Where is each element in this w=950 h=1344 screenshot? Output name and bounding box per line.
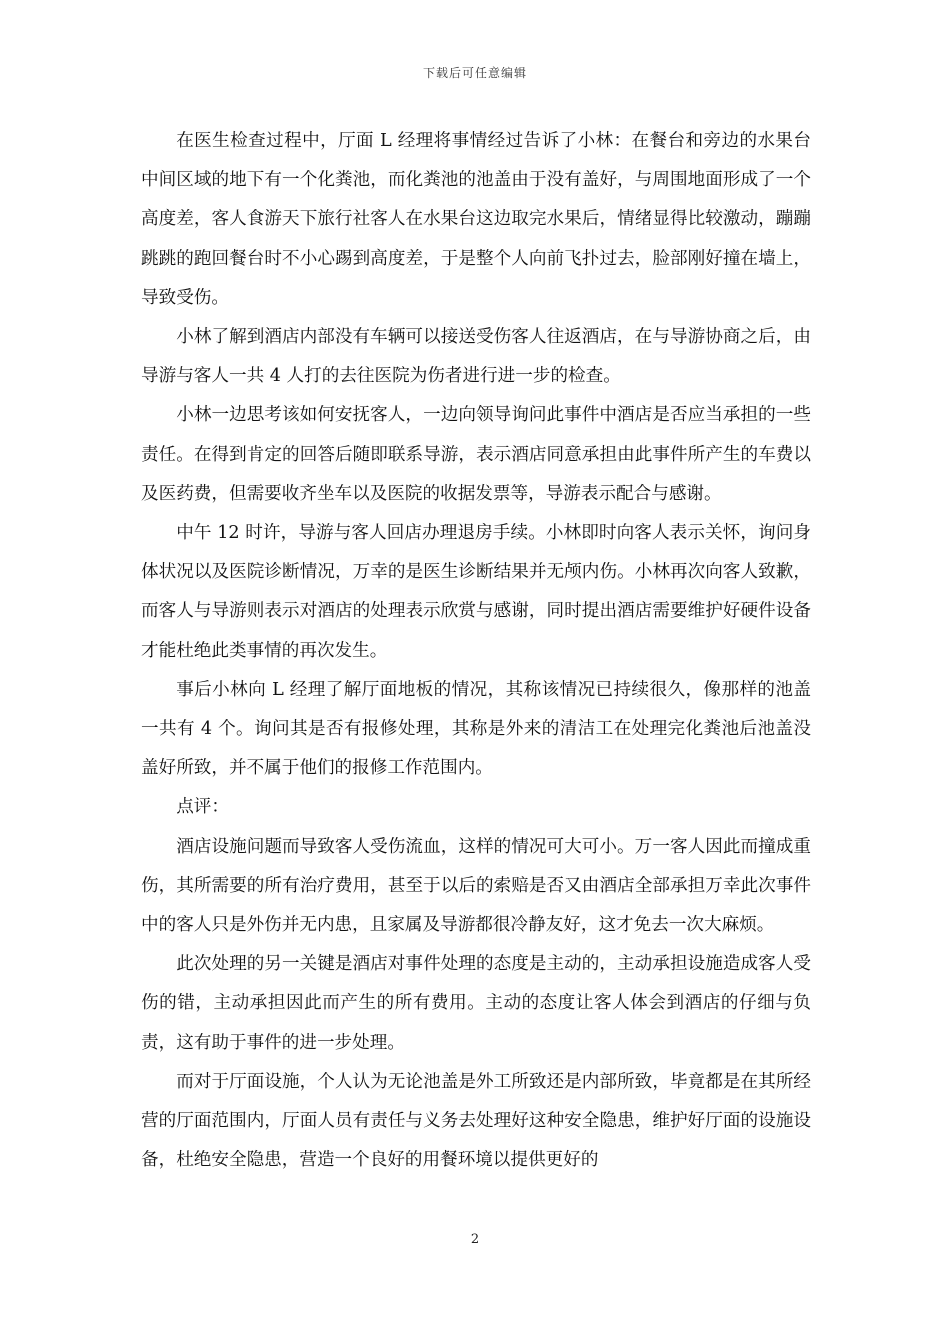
page-header: 下载后可任意编辑	[422, 66, 527, 80]
paragraph: 小林了解到酒店内部没有车辆可以接送受伤客人往返酒店，在与导游协商之后，由导游与客人一共 4 人打的去往医院为伤者进行进一步的检查。	[141, 327, 811, 387]
paragraph: 事后小林向 L 经理了解厅面地板的情况，其称该情况已持续很久，像那样的池盖一共有 4 个。询问其是否有报修处理，其称是外来的清洁工在处理完化粪池后池盖没盖好所致，并不属于他们的报修工作范围内。	[141, 679, 811, 779]
paragraph: 酒店设施问题而导致客人受伤流血，这样的情况可大可小。万一客人因此而撞成重伤，其所需要的所有治疗费用，甚至于以后的索赔是否又由酒店全部承担万幸此次事件中的客人只是外伤并无内患，且家属及导游都很冷静友好，这才免去一次大麻烦。	[141, 836, 811, 936]
paragraph: 小林一边思考该如何安抚客人，一边向领导询问此事件中酒店是否应当承担的一些责任。在得到肯定的回答后随即联系导游，表示酒店同意承担由此事件所产生的车费以及医药费，但需要收齐坐车以及医院的收据发票等，导游表示配合与感谢。	[141, 405, 811, 504]
paragraph: 中午 12 时许，导游与客人回店办理退房手续。小林即时向客人表示关怀，询问身体状况以及医院诊断情况，万幸的是医生诊断结果并无颅内伤。小林再次向客人致歉，而客人与导游则表示对酒店的处理表示欣赏与感谢，同时提出酒店需要维护好硬件设备才能杜绝此类事情的再次发生。	[141, 523, 811, 661]
paragraph: 而对于厅面设施，个人认为无论池盖是外工所致还是内部所致，毕竟都是在其所经营的厅面范围内，厅面人员有责任与义务去处理好这种安全隐患，维护好厅面的设施设备，杜绝安全隐患，营造一个良好的用餐环境以提供更好的	[141, 1071, 811, 1171]
section-heading-comment: 点评：	[176, 797, 229, 818]
paragraph: 此次处理的另一关键是酒店对事件处理的态度是主动的，主动承担设施造成客人受伤的错，主动承担因此而产生的所有费用。主动的态度让客人体会到酒店的仔细与负责，这有助于事件的进一步处理。	[141, 954, 811, 1053]
paragraph: 在医生检查过程中，厅面 L 经理将事情经过告诉了小林：在餐台和旁边的水果台中间区域的地下有一个化粪池，而化粪池的池盖由于没有盖好，与周围地面形成了一个高度差，客人食游天下旅行社客人在水果台这边取完水果后，情绪显得比较激动，蹦蹦跳跳的跑回餐台时不小心踢到高度差，于是整个人向前飞扑过去，脸部刚好撞在墙上，导致受伤。	[141, 131, 811, 308]
page-number: 2	[470, 1232, 480, 1247]
document-body	[141, 122, 811, 1180]
